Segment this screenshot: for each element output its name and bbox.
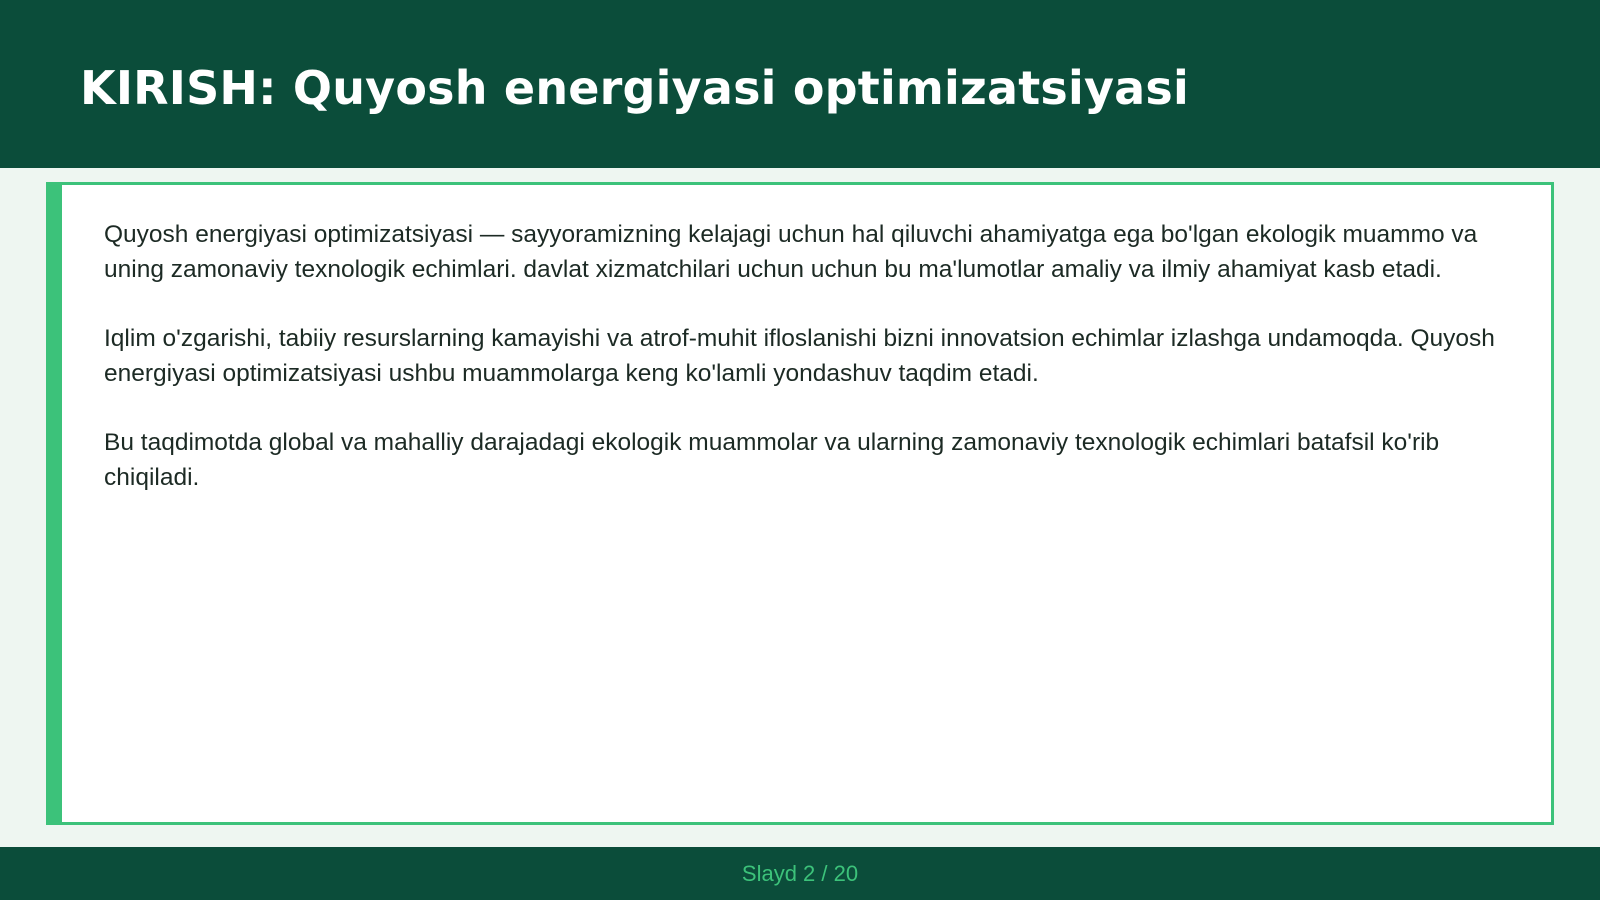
slide-counter: Slayd 2 / 20 [741,861,859,886]
content-card [46,182,1554,825]
paragraph-context: Iqlim o'zgarishi, tabiiy resurslarning kamayishi va atrof-muhit ifloslanishi bizni innovatsion echimlar izlashga undamoqda. Quyosh energiyasi optimizatsiyasi ushbu muammolarga keng ko'lamli yondashuv taqdim etadi. [104,325,1495,387]
slide-title: KIRISH: Quyosh energiyasi optimizatsiyasi [80,61,1189,115]
content-body [104,217,1524,529]
paragraph-overview: Bu taqdimotda global va mahalliy darajadagi ekologik muammolar va ularning zamonaviy texnologik echimlari batafsil ko'rib chiqiladi. [104,429,1440,491]
slide-footer [0,847,1600,900]
slide-header [0,0,1600,168]
paragraph-intro: Quyosh energiyasi optimizatsiyasi — sayyoramizning kelajagi uchun hal qiluvchi ahamiyatga ega bo'lgan ekologik muammo va uning zamonaviy texnologik echimlari. davlat xizmatchilari uchun uchun bu ma'lumotlar amaliy va ilmiy ahamiyat kasb etadi. [104,221,1478,283]
